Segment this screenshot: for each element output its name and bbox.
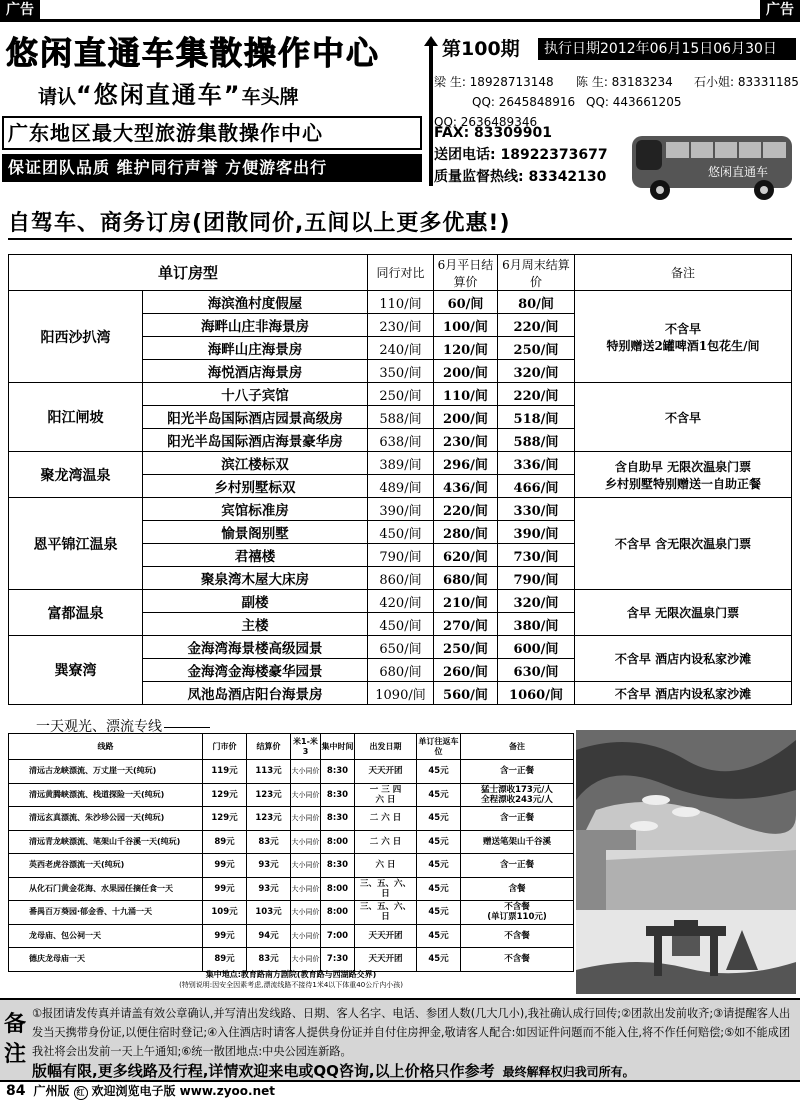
- tour-time: 8:30: [321, 760, 355, 784]
- tour-settle: 113元: [247, 760, 291, 784]
- hotel-area: 阳江闸坡: [9, 383, 143, 452]
- hotel-we: 390/间: [498, 521, 575, 544]
- tour-time: 7:30: [321, 948, 355, 972]
- notes-text: ①报团请发传真并请盖有效公章确认,并写清出发线路、日期、客人名字、电话、参团人数(几大几小),我社确认成行回传;②团款出发前收齐;③请提醒客人出发当天携带身份证,以便住宿时登记;④入住酒店时请客人提供身份证并自付住房押金,敬请客人配合:如因证件问题而不能入住,将不作任何赔偿;⑤如不能成团我社将会出发前一天上午通知;⑥统一散团地点:中央公园连新路。: [32, 1007, 791, 1058]
- tours-header-note: 备注: [461, 734, 574, 760]
- issue-number: 第100期: [442, 38, 520, 60]
- hotel-cmp: 230/间: [368, 314, 434, 337]
- safety-remark: (特别说明:因安全因素考虑,漂流线路不接待1米4以下体重40公斤内小孩): [179, 981, 403, 989]
- tour-seat: 45元: [417, 830, 461, 854]
- hotel-wk: 60/间: [434, 291, 498, 314]
- tour-time: 8:30: [321, 854, 355, 878]
- tour-retail: 89元: [203, 830, 247, 854]
- hotline: 质量监督热线: 83342130: [434, 169, 607, 185]
- hotel-room: 聚泉湾木屋大床房: [143, 567, 368, 590]
- tour-seat: 45元: [417, 877, 461, 901]
- tour-time: 7:00: [321, 924, 355, 948]
- hotel-header-room: 单订房型: [9, 255, 368, 291]
- qq-2: QQ: 443661205: [586, 95, 682, 109]
- tour-note: 猛士漂收173元/人 全程漂收243元/人: [461, 783, 574, 807]
- red-logo-icon: 红: [74, 1086, 88, 1100]
- hotel-wk: 200/间: [434, 406, 498, 429]
- slogan-prefix: 请认: [38, 86, 77, 108]
- tour-days: 二 六 日: [355, 830, 417, 854]
- tours-header-child: 米1-米3: [291, 734, 321, 760]
- tour-note: 含一正餐: [461, 760, 574, 784]
- hotel-cmp: 450/间: [368, 613, 434, 636]
- header-left: [2, 30, 422, 182]
- tour-route: 清远古龙峡漂流、万丈崖一天(纯玩): [9, 760, 203, 784]
- hotel-we: 220/间: [498, 383, 575, 406]
- tour-days: 三、五、六、 日: [355, 901, 417, 925]
- tours-header-retail: 门市价: [203, 734, 247, 760]
- hotel-cmp: 110/间: [368, 291, 434, 314]
- tour-seat: 45元: [417, 901, 461, 925]
- hotel-room: 凤池岛酒店阳台海景房: [143, 682, 368, 705]
- hotel-room: 副楼: [143, 590, 368, 613]
- hotel-note: 不含早: [575, 383, 792, 452]
- notes-final-main: 版幅有限,更多线路及行程,详情欢迎来电或QQ咨询,以上价格只作参考: [32, 1062, 495, 1080]
- hotel-row: [9, 498, 792, 521]
- tour-days: 天天开团: [355, 924, 417, 948]
- hotel-we: 518/间: [498, 406, 575, 429]
- tour-route: 清远玄真漂流、朱沙珍公园一天(纯玩): [9, 807, 203, 831]
- hotel-note: 不含早 酒店内设私家沙滩: [575, 682, 792, 705]
- hotel-we: 380/间: [498, 613, 575, 636]
- tour-time: 8:00: [321, 901, 355, 925]
- tour-route: 英西老虎谷漂流一天(纯玩): [9, 854, 203, 878]
- hotel-room: 海畔山庄海景房: [143, 337, 368, 360]
- tour-seat: 45元: [417, 948, 461, 972]
- hotel-we: 80/间: [498, 291, 575, 314]
- tour-child: 大小同价: [291, 807, 321, 831]
- hotel-cmp: 489/间: [368, 475, 434, 498]
- tour-route: 番禺百万葵园·郁金香、十九涌一天: [9, 901, 203, 925]
- tour-time: 8:30: [321, 807, 355, 831]
- hotel-we: 1060/间: [498, 682, 575, 705]
- hotel-cmp: 240/间: [368, 337, 434, 360]
- tour-note: 不含餐: [461, 924, 574, 948]
- fax-block: [434, 122, 608, 188]
- tour-row: [9, 901, 574, 925]
- tour-route: 清远黄腾峡漂流、栈道探险一天(纯玩): [9, 783, 203, 807]
- tour-child: 大小同价: [291, 948, 321, 972]
- hotel-room: 十八子宾馆: [143, 383, 368, 406]
- hotel-cmp: 680/间: [368, 659, 434, 682]
- hotel-wk: 120/间: [434, 337, 498, 360]
- hotel-room: 金海湾金海楼豪华园景: [143, 659, 368, 682]
- hotel-room: 愉景阁别墅: [143, 521, 368, 544]
- tour-time: 8:30: [321, 783, 355, 807]
- hotel-wk: 220/间: [434, 498, 498, 521]
- tour-time: 8:00: [321, 830, 355, 854]
- tour-retail: 109元: [203, 901, 247, 925]
- hotel-we: 320/间: [498, 590, 575, 613]
- tour-route: 德庆龙母庙一天: [9, 948, 203, 972]
- hotel-header-row: [9, 255, 792, 291]
- hotel-cmp: 350/间: [368, 360, 434, 383]
- tour-days: 六 日: [355, 854, 417, 878]
- qq-1: QQ: 2645848916: [472, 95, 576, 109]
- hotel-table: [8, 254, 792, 705]
- hotel-room: 金海湾海景楼高级园景: [143, 636, 368, 659]
- hotel-room: 阳光半岛国际酒店海景豪华房: [143, 429, 368, 452]
- tour-time: 8:00: [321, 877, 355, 901]
- hotel-room: 宾馆标准房: [143, 498, 368, 521]
- tour-child: 大小同价: [291, 760, 321, 784]
- hotel-area: 恩平锦江温泉: [9, 498, 143, 590]
- hotel-area: 阳西沙扒湾: [9, 291, 143, 383]
- tour-retail: 129元: [203, 783, 247, 807]
- hotel-wk: 250/间: [434, 636, 498, 659]
- tour-seat: 45元: [417, 760, 461, 784]
- hotel-area: 聚龙湾温泉: [9, 452, 143, 498]
- tour-note: 不含餐: [461, 948, 574, 972]
- hotel-row: [9, 452, 792, 475]
- tours-header-seat: 单订往返车位: [417, 734, 461, 760]
- hotel-wk: 620/间: [434, 544, 498, 567]
- hotel-cmp: 420/间: [368, 590, 434, 613]
- exec-date: 执行日期2012年06月15日06月30日: [538, 38, 796, 60]
- hotel-we: 790/间: [498, 567, 575, 590]
- notes-final: [32, 1060, 635, 1081]
- hotel-header-weekend: 6月周末结算价: [498, 255, 575, 291]
- tour-seat: 45元: [417, 854, 461, 878]
- tour-days: 三、五、六、 日: [355, 877, 417, 901]
- tour-note: 不含餐 (单订票110元): [461, 901, 574, 925]
- hotel-cmp: 1090/间: [368, 682, 434, 705]
- tour-note: 含餐: [461, 877, 574, 901]
- hotel-row: [9, 636, 792, 659]
- slogan-brand: “悠闲直通车”: [76, 81, 242, 109]
- hotel-wk: 110/间: [434, 383, 498, 406]
- hotel-we: 588/间: [498, 429, 575, 452]
- tour-row: [9, 830, 574, 854]
- hotel-wk: 210/间: [434, 590, 498, 613]
- motto-bar: 保证团队品质 维护同行声誉 方便游客出行: [2, 154, 422, 182]
- bus-text: 悠闲直通车: [708, 165, 769, 179]
- tour-child: 大小同价: [291, 924, 321, 948]
- tour-settle: 93元: [247, 854, 291, 878]
- hotel-header-note: 备注: [575, 255, 792, 291]
- tour-row: [9, 924, 574, 948]
- tour-retail: 129元: [203, 807, 247, 831]
- hotel-cmp: 638/间: [368, 429, 434, 452]
- hotel-row: [9, 291, 792, 314]
- tour-settle: 93元: [247, 877, 291, 901]
- hotel-row: [9, 590, 792, 613]
- tour-retail: 119元: [203, 760, 247, 784]
- tours-header-days: 出发日期: [355, 734, 417, 760]
- footer-text: 欢迎浏览电子版 www.zyoo.net: [91, 1084, 275, 1098]
- slogan-suffix: 车头牌: [241, 86, 299, 108]
- hotel-cmp: 650/间: [368, 636, 434, 659]
- hotel-we: 730/间: [498, 544, 575, 567]
- hotel-wk: 680/间: [434, 567, 498, 590]
- day-tours-table: [8, 733, 574, 972]
- tour-row: [9, 854, 574, 878]
- notes-final-small: 最终解释权归我司所有。: [502, 1065, 635, 1079]
- hotel-we: 220/间: [498, 314, 575, 337]
- hotel-wk: 560/间: [434, 682, 498, 705]
- hotel-cmp: 450/间: [368, 521, 434, 544]
- contact-3: 石小姐: 83331185: [694, 75, 799, 89]
- bus-icon: [628, 128, 798, 204]
- hotel-cmp: 588/间: [368, 406, 434, 429]
- tour-row: [9, 760, 574, 784]
- hotel-cmp: 860/间: [368, 567, 434, 590]
- hotel-room: 海畔山庄非海景房: [143, 314, 368, 337]
- tours-header-row: [9, 734, 574, 760]
- tour-child: 大小同价: [291, 901, 321, 925]
- hotel-we: 466/间: [498, 475, 575, 498]
- tour-settle: 103元: [247, 901, 291, 925]
- tour-child: 大小同价: [291, 783, 321, 807]
- hotel-note: 不含早 含无限次温泉门票: [575, 498, 792, 590]
- hotel-room: 滨江楼标双: [143, 452, 368, 475]
- tour-note: 含一正餐: [461, 807, 574, 831]
- hotel-header-compare: 同行对比: [368, 255, 434, 291]
- edition: 广州版: [33, 1084, 70, 1098]
- tours-header-settle: 结算价: [247, 734, 291, 760]
- notes-label: 备注: [4, 1012, 27, 1067]
- hotel-wk: 280/间: [434, 521, 498, 544]
- page-number: 84: [6, 1083, 26, 1099]
- hotel-note: 含早 无限次温泉门票: [575, 590, 792, 636]
- tour-settle: 94元: [247, 924, 291, 948]
- page-footer: [6, 1083, 275, 1100]
- meeting-point: 集中地点:教育路南方剧院(教育路与西湖路交界): [205, 970, 377, 979]
- hotel-row: [9, 383, 792, 406]
- tour-retail: 89元: [203, 948, 247, 972]
- notes-panel: [0, 998, 800, 1082]
- hotel-area: 巽寮湾: [9, 636, 143, 705]
- hotel-wk: 200/间: [434, 360, 498, 383]
- tour-child: 大小同价: [291, 877, 321, 901]
- tour-settle: 123元: [247, 807, 291, 831]
- slogan: [2, 76, 422, 114]
- tours-header-route: 线路: [9, 734, 203, 760]
- hotel-note: 含自助早 无限次温泉门票 乡村别墅特别赠送一自助正餐: [575, 452, 792, 498]
- qq-3: QQ: 2636489346: [434, 115, 538, 129]
- tour-days: 二 六 日: [355, 807, 417, 831]
- hotel-cmp: 389/间: [368, 452, 434, 475]
- hotel-cmp: 250/间: [368, 383, 434, 406]
- hotel-note: 不含早 特别赠送2罐啤酒1包花生/间: [575, 291, 792, 383]
- hotel-room: 君禧楼: [143, 544, 368, 567]
- tour-note: 含一正餐: [461, 854, 574, 878]
- tour-row: [9, 948, 574, 972]
- tour-days: 天天开团: [355, 760, 417, 784]
- tour-route: 从化石门黄金花海、水果园任摘任食一天: [9, 877, 203, 901]
- scenery-photos: [576, 730, 796, 994]
- hotel-room: 阳光半岛国际酒店园景高级房: [143, 406, 368, 429]
- fax: FAX: 83309901: [434, 125, 552, 141]
- tours-header-time: 集中时间: [321, 734, 355, 760]
- hotel-we: 600/间: [498, 636, 575, 659]
- hotel-we: 320/间: [498, 360, 575, 383]
- tour-settle: 123元: [247, 783, 291, 807]
- hotel-note: 不含早 酒店内设私家沙滩: [575, 636, 792, 682]
- tour-route: 清远青龙峡漂流、笔架山千谷溪一天(纯玩): [9, 830, 203, 854]
- tagline: 广东地区最大型旅游集散操作中心: [2, 116, 422, 150]
- hotel-wk: 436/间: [434, 475, 498, 498]
- tour-seat: 45元: [417, 924, 461, 948]
- tour-child: 大小同价: [291, 854, 321, 878]
- tour-retail: 99元: [203, 854, 247, 878]
- tour-settle: 83元: [247, 830, 291, 854]
- hotel-wk: 296/间: [434, 452, 498, 475]
- tours-footer: [8, 970, 574, 990]
- hotel-wk: 230/间: [434, 429, 498, 452]
- hotel-room: 主楼: [143, 613, 368, 636]
- tour-row: [9, 807, 574, 831]
- tour-row: [9, 783, 574, 807]
- tour-seat: 45元: [417, 783, 461, 807]
- day-tours-title: 一天观光、漂流专线: [36, 716, 210, 736]
- hotel-we: 336/间: [498, 452, 575, 475]
- tour-retail: 99元: [203, 924, 247, 948]
- hotel-wk: 270/间: [434, 613, 498, 636]
- dispatch-phone: 送团电话: 18922373677: [434, 147, 608, 163]
- ad-label-right: 广告: [760, 0, 800, 20]
- hotel-we: 630/间: [498, 659, 575, 682]
- tour-days: 天天开团: [355, 948, 417, 972]
- top-divider: [0, 19, 800, 22]
- tour-days: 一 三 四 六 日: [355, 783, 417, 807]
- tour-seat: 45元: [417, 807, 461, 831]
- tour-route: 龙母庙、包公祠一天: [9, 924, 203, 948]
- tour-note: 赠送笔架山千谷溪: [461, 830, 574, 854]
- hotel-area: 富都温泉: [9, 590, 143, 636]
- hotel-wk: 260/间: [434, 659, 498, 682]
- hotel-header-weekday: 6月平日结算价: [434, 255, 498, 291]
- hotel-we: 250/间: [498, 337, 575, 360]
- contact-2: 陈 生: 83183234: [576, 75, 673, 89]
- tour-child: 大小同价: [291, 830, 321, 854]
- hotel-room: 海滨渔村度假屋: [143, 291, 368, 314]
- tour-row: [9, 877, 574, 901]
- ad-label-left: 广告: [0, 0, 40, 20]
- hotel-room: 乡村别墅标双: [143, 475, 368, 498]
- hotel-room: 海悦酒店海景房: [143, 360, 368, 383]
- company-title: 悠闲直通车集散操作中心: [6, 34, 381, 72]
- hotel-cmp: 790/间: [368, 544, 434, 567]
- hotel-we: 330/间: [498, 498, 575, 521]
- contact-1: 梁 生: 18928713148: [434, 75, 554, 89]
- tour-retail: 99元: [203, 877, 247, 901]
- hotel-cmp: 390/间: [368, 498, 434, 521]
- booking-divider: [8, 238, 792, 240]
- booking-banner: 自驾车、商务订房(团散同价,五间以上更多优惠!): [8, 211, 511, 236]
- tour-settle: 83元: [247, 948, 291, 972]
- hotel-wk: 100/间: [434, 314, 498, 337]
